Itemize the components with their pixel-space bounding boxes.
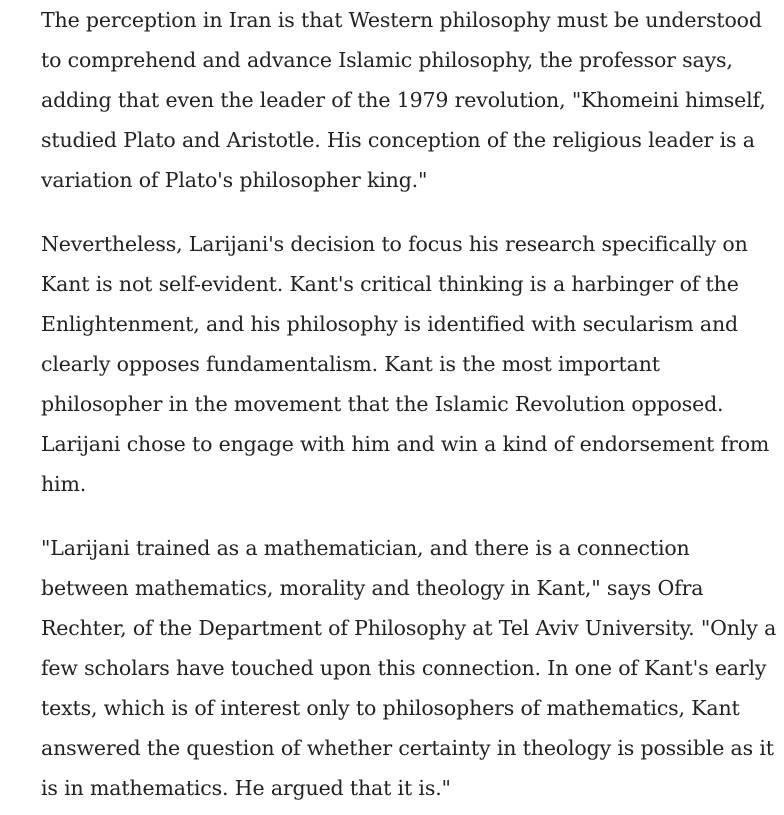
paragraph-line: texts, which is of interest only to philosophers of mathematics, Kant: [41, 696, 740, 720]
paragraph-line: variation of Plato's philosopher king.": [41, 168, 428, 192]
paragraph-line: Larijani chose to engage with him and win a kind of endorsement from: [41, 432, 770, 456]
paragraph-line: Nevertheless, Larijani's decision to focus his research specifically on: [41, 232, 748, 256]
paragraph-khomeini-plato: [41, 0, 771, 200]
paragraph-line: few scholars have touched upon this connection. In one of Kant's early: [41, 656, 767, 680]
paragraph-line: Rechter, of the Department of Philosophy at Tel Aviv University. "Only a: [41, 616, 777, 640]
paragraph-line: answered the question of whether certainty in theology is possible as it: [41, 736, 774, 760]
paragraph-line: clearly opposes fundamentalism. Kant is the most important: [41, 352, 660, 376]
paragraph-rechter-quote: [41, 528, 777, 808]
paragraph-line: "Larijani trained as a mathematician, and there is a connection: [41, 536, 690, 560]
paragraph-line: studied Plato and Aristotle. His conception of the religious leader is a: [41, 128, 755, 152]
paragraph-line: between mathematics, morality and theology in Kant," says Ofra: [41, 576, 704, 600]
paragraph-line: adding that even the leader of the 1979 revolution, "Khomeini himself,: [41, 88, 766, 112]
paragraph-line: to comprehend and advance Islamic philosophy, the professor says,: [41, 48, 733, 72]
paragraph-larijani-kant: [41, 224, 771, 504]
paragraph-line: Enlightenment, and his philosophy is identified with secularism and: [41, 312, 738, 336]
paragraph-line: philosopher in the movement that the Islamic Revolution opposed.: [41, 392, 724, 416]
paragraph-line: Kant is not self-evident. Kant's critical thinking is a harbinger of the: [41, 272, 739, 296]
paragraph-line: is in mathematics. He argued that it is.": [41, 776, 451, 800]
paragraph-line: The perception in Iran is that Western philosophy must be understood: [41, 8, 762, 32]
paragraph-line: him.: [41, 472, 87, 496]
